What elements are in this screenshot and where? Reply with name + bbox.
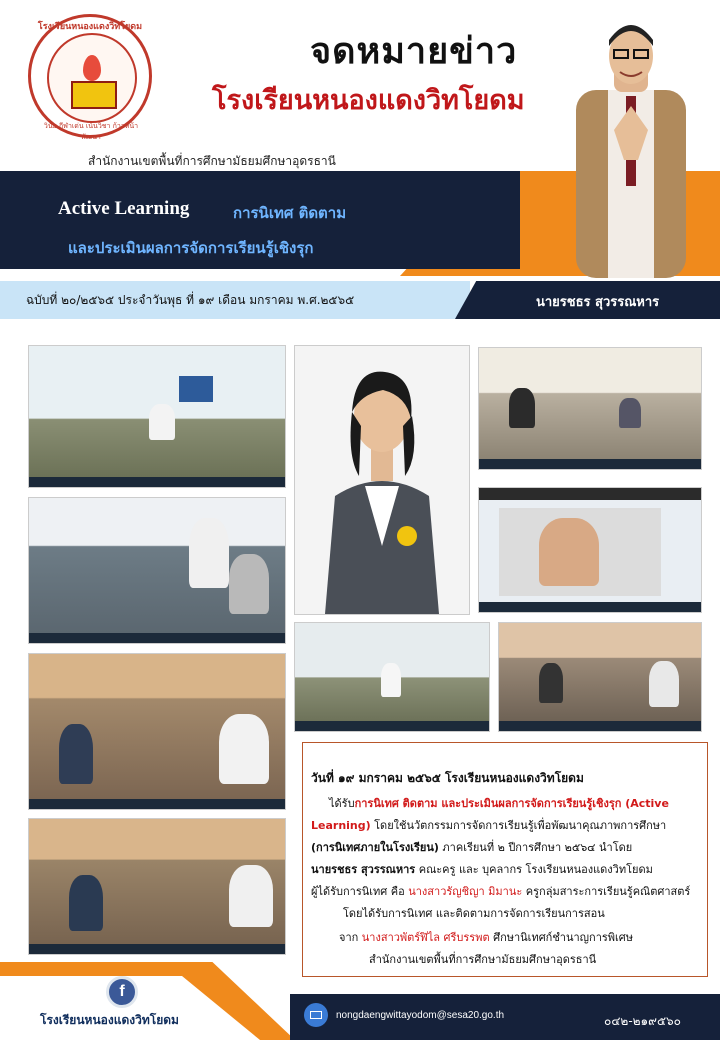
newsletter-title: จดหมายข่าว — [310, 30, 518, 72]
article-line-7: โดยได้รับการนิเทศ และติดตามการจัดการเรียนการสอน — [343, 907, 605, 920]
video-call-photo — [478, 487, 702, 613]
article-text: ศึกษานิเทศก์ชำนาญการพิเศษ — [489, 931, 634, 944]
article-text: ได้รับ — [329, 797, 355, 810]
footer-phone: ๐๔๒-๒๑๙๕๖๐ — [604, 1014, 681, 1028]
article-bold: นายรชธร สุวรรณหาร — [311, 863, 416, 876]
activity-photo-1 — [28, 345, 286, 488]
issue-date: ฉบับที่ ๒๐/๒๕๖๕ ประจำวันพุธ ที่ ๑๙ เดือน มกราคม พ.ศ.๒๕๖๕ — [26, 293, 355, 307]
article-bold: (การนิเทศภายในโรงเรียน) — [311, 841, 439, 854]
article-text: ภาคเรียนที่ ๒ ปีการศึกษา ๒๕๖๔ นำโดย — [438, 841, 633, 854]
article-highlight: นางสาวรัญชิญา มิมานะ — [408, 885, 523, 898]
article-line-3 — [311, 819, 666, 833]
topic-thai-line1: การนิเทศ ติดตาม — [233, 204, 347, 222]
article-line-5 — [311, 863, 653, 877]
book-icon — [71, 81, 117, 109]
article-highlight: การนิเทศ ติดตาม และประเมินผลการจัดการเรียนรู้เชิงรุก (Active — [354, 797, 669, 810]
mail-icon — [304, 1003, 328, 1027]
article-text: คณะครู และ บุคลากร โรงเรียนหนองแดงวิทโยดม — [415, 863, 653, 876]
article-text: ครูกลุ่มสาระการเรียนรู้คณิตศาสตร์ — [522, 885, 691, 898]
flame-icon — [83, 55, 101, 81]
article-line-6 — [311, 885, 690, 899]
school-name-title: โรงเรียนหนองแดงวิทโยดม — [212, 85, 525, 116]
footer-school-name[interactable]: โรงเรียนหนองแดงวิทโยดม — [40, 1013, 179, 1027]
logo-emblem — [47, 33, 137, 123]
logo-motto: วินัย กีฬาเด่น เน้นวิชา ก้าวหน้าพัฒนา — [43, 122, 139, 141]
footer-email[interactable]: nongdaengwittayodom@sesa20.go.th — [336, 1010, 505, 1021]
director-name: นายรชธร สุวรรณหาร — [536, 295, 660, 310]
article-highlight: นางสาวพัตร์ฬิไล ศรีบรรพต — [361, 931, 490, 944]
activity-photo-4 — [294, 622, 490, 732]
article-line-8 — [339, 931, 633, 945]
activity-photo-2 — [478, 347, 702, 470]
school-logo — [28, 14, 152, 141]
activity-photo-3 — [28, 497, 286, 644]
activity-photo-6 — [28, 653, 286, 810]
topic-thai-line2: และประเมินผลการจัดการเรียนรู้เชิงรุก — [68, 239, 314, 257]
facebook-icon[interactable]: f — [106, 976, 138, 1008]
logo-ring-text: โรงเรียนหนองแดงวิทโยดม — [37, 22, 143, 32]
article-text: โดยใช้นวัตกรรมการจัดการเรียนรู้เพื่อพัฒนาคุณภาพการศึกษา — [370, 819, 667, 832]
office-subtitle: สำนักงานเขตพื้นที่การศึกษามัธยมศึกษาอุดรธานี — [88, 154, 336, 168]
topic-english: Active Learning — [58, 198, 190, 219]
article-highlight: Learning) — [311, 819, 371, 832]
article-line-4 — [311, 841, 632, 855]
article-line-2 — [329, 797, 669, 811]
article-line-1: วันที่ ๑๙ มกราคม ๒๕๖๕ โรงเรียนหนองแดงวิทโยดม — [311, 771, 584, 785]
director-photo — [556, 10, 706, 278]
teacher-portrait — [294, 345, 470, 615]
article-text: ผู้ได้รับการนิเทศ คือ — [311, 885, 409, 898]
article-line-9: สำนักงานเขตพื้นที่การศึกษามัธยมศึกษาอุดรธานี — [369, 953, 597, 966]
activity-photo-7 — [28, 818, 286, 955]
activity-photo-5 — [498, 622, 702, 732]
article-text: จาก — [339, 931, 362, 944]
article-box — [302, 742, 708, 977]
